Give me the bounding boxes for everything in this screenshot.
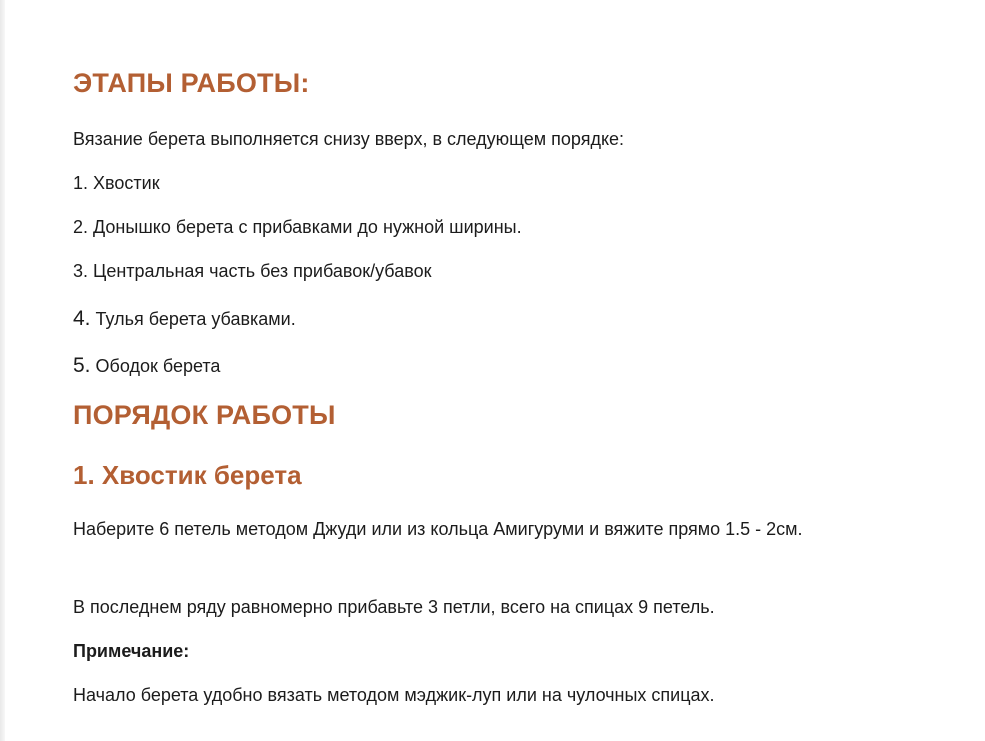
stage-item-number: 4. — [73, 307, 91, 330]
stage-item-text: Тулья берета убавками. — [95, 309, 296, 329]
stages-heading: ЭТАПЫ РАБОТЫ: — [73, 68, 310, 98]
stage-item-number: 5. — [73, 354, 91, 377]
step1-paragraph-2: В последнем ряду равномерно прибавьте 3 петли, всего на спицах 9 петель. — [73, 597, 715, 617]
procedure-heading: ПОРЯДОК РАБОТЫ — [73, 400, 336, 430]
stage-item-3 — [73, 256, 431, 286]
note-text: Начало берета удобно вязать методом мэджик-луп или на чулочных спицах. — [73, 685, 715, 705]
stage-item-5 — [73, 351, 220, 381]
note-label: Примечание: — [73, 641, 190, 661]
stage-item-text: Хвостик — [93, 173, 160, 193]
stage-item-4 — [73, 304, 296, 334]
step1-paragraph-1: Наберите 6 петель методом Джуди или из кольца Амигуруми и вяжите прямо 1.5 - 2см. — [73, 519, 803, 539]
stages-intro: Вязание берета выполняется снизу вверх, в следующем порядке: — [73, 129, 625, 149]
stage-item-text: Ободок берета — [95, 356, 221, 376]
stage-item-text: Донышко берета с прибавками до нужной ширины. — [93, 217, 522, 237]
stage-item-number: 1. — [73, 173, 89, 193]
stage-item-number: 3. — [73, 261, 89, 281]
stage-item-text: Центральная часть без прибавок/убавок — [93, 261, 432, 281]
page-left-edge — [0, 0, 5, 741]
stage-item-1 — [73, 168, 160, 198]
stage-item-2 — [73, 212, 522, 242]
step1-heading: 1. Хвостик берета — [73, 460, 302, 490]
stage-item-number: 2. — [73, 217, 89, 237]
